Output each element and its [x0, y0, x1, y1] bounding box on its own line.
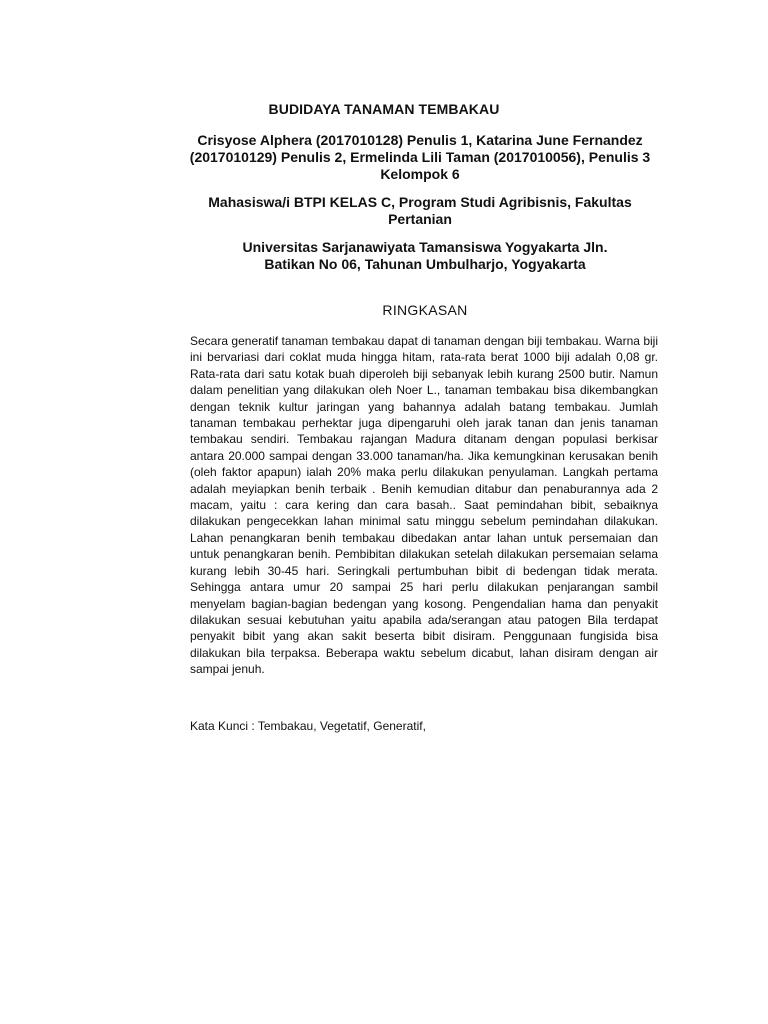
university-address: Universitas Sarjanawiyata Tamansiswa Yogyakarta Jln. Batikan No 06, Tahunan Umbulharjo, Yogyakarta [242, 239, 608, 272]
author-list: Crisyose Alphera (2017010128) Penulis 1, Katarina June Fernandez (2017010129) Penulis 2, Ermelinda Lili Taman (2017010056), Penulis 3 Kelompok 6 [189, 132, 651, 182]
affiliation: Mahasiswa/i BTPI KELAS C, Program Studi Agribisnis, Fakultas Pertanian [208, 194, 632, 227]
section-heading: RINGKASAN [382, 302, 468, 318]
keywords: Kata Kunci : Tembakau, Vegetatif, Generatif, [190, 719, 426, 733]
paper-title: BUDIDAYA TANAMAN TEMBAKAU [268, 101, 500, 117]
abstract-text: Secara generatif tanaman tembakau dapat di tanaman dengan biji tembakau. Warna biji ini bervariasi dari coklat muda hingga hitam, rata-rata berat 1000 biji adalah 0,08 gr. Rata-rata dari satu kotak buah diperoleh biji sebanyak lebih kurang 2500 butir. Namun dalam penelitian yang dilakukan oleh Noer L., tanaman tembakau bisa dikembangkan dengan teknik kultur jaringan yang bahannya adalah batang tembakau. Jumlah tanaman tembakau perhektar juga dipengaruhi oleh jarak tanan dan jenis tanaman tembakau sendiri. Tembakau rajangan Madura ditanam dengan populasi berkisar antara 20.000 sampai dengan 33.000 tanaman/ha. Jika kemungkinan kerusakan benih (oleh faktor apapun) ialah 20% maka perlu dilakukan penyulaman. Langkah pertama adalah meyiapkan benih terbaik . Benih kemudian ditabur dan penaburannya ada 2 macam, yaitu : cara kering dan cara basah.. Saat pemindahan bibit, sebaiknya dilakukan pengecekkan lahan minimal satu minggu sebelum pemindahan dilakukan. Lahan penangkaran benih tembakau dibedakan antar lahan untuk persemaian dan untuk penangkaran benih. Pembibitan dilakukan setelah dilakukan persemaian selama kurang lebih 30-45 hari. Seringkali pertumbuhan bibit di bedengan tidak merata. Sehingga antara umur 20 sampai 25 hari perlu dilakukan penjarangan sambil menyelam bagian-bagian bedengan yang kosong. Pengendalian hama dan penyakit dilakukan sesuai kebutuhan yaitu apabila ada/serangan atau patogen Bila terdapat penyakit bibit yang akan sakit beserta bibit disiram. Penggunaan fungisida bisa dilakukan bila terpaksa. Beberapa waktu sebelum dicabut, lahan disiram dengan air sampai jenuh. [190, 334, 658, 677]
